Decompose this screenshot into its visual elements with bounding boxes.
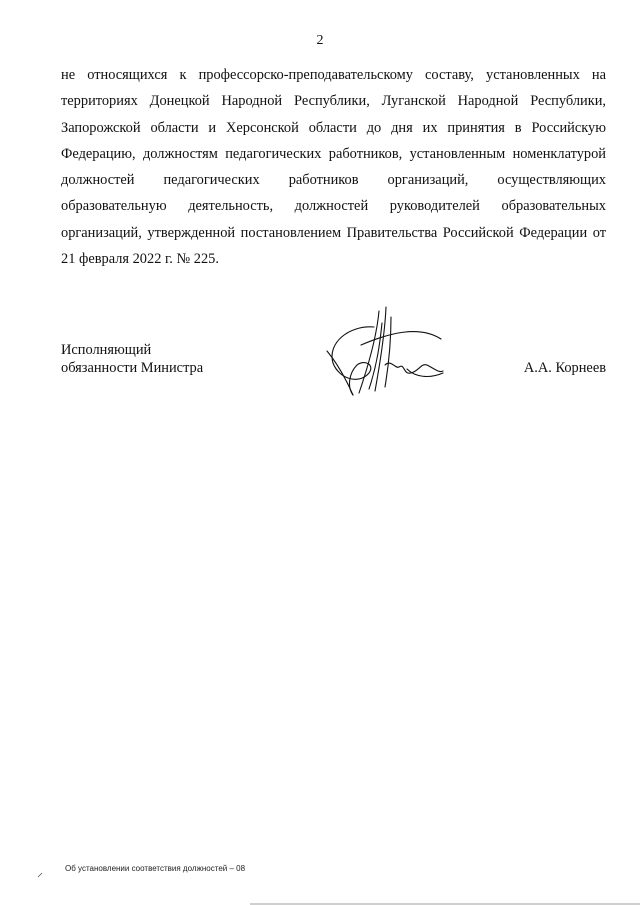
signer-title bbox=[61, 341, 203, 377]
signer-title-line-1: Исполняющий bbox=[61, 342, 152, 358]
signer-title-line-2: обязанности Министра bbox=[61, 360, 204, 376]
body-paragraph: не относящихся к профессорско-преподавательскому составу, установленных на территориях Донецкой Народной Республики, Луганской Народной Республики, Запорожской области и Херсонской области до дня их принятия в Российскую Федерацию, должностям педагогических работников, установленным номенклатурой должностей педагогических работников организаций, осуществляющих образовательную деятельность, должностей руководителей образовательных организаций, утвержденной постановлением Правительства Российской Федерации от 21 февраля 2022 г. № 225. bbox=[61, 67, 606, 268]
signature-block bbox=[61, 341, 606, 431]
page-number: 2 bbox=[316, 33, 324, 48]
signer-name: А.А. Корнеев bbox=[523, 360, 606, 376]
handwritten-signature-icon bbox=[319, 303, 449, 403]
scan-mark-icon bbox=[37, 872, 43, 878]
footer-text: Об установлении соответствия должностей – 08 bbox=[65, 864, 246, 873]
